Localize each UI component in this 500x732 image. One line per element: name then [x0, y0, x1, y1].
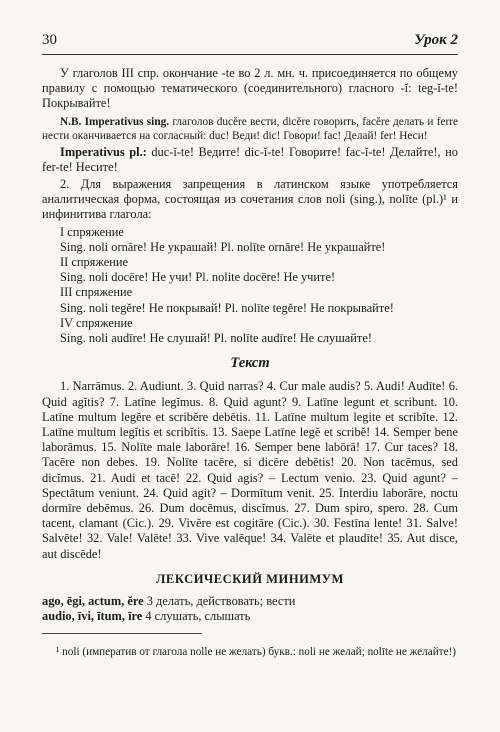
conjugation-title: IV спряжение	[60, 315, 133, 330]
exercise-text: 1. Narrāmus. 2. Audiunt. 3. Quid narras? 4. Cur male audis? 5. Audi! Audīte! 6. Quid agĭtis? 7. Latīne legĭmus. 8. Quid agunt? 9. Latīne legunt et scribunt. 10. Latīne multum legĕre et scribĕre debētis. 11. Latīne multum legite et scribĭte. 12. Latīne multum legĭtis et scribĭtis. 13. Saepe Latīne legĕ et scribĕ! 14. Semper bene laborāmus. 15. Nolīte male laborāre! 16. Semper bene labōrā! 17. Cur taces? 18. Tacēre non debes. 19. Nolīte tacēre, si dicēre debētis! 20. Non tacēmus, sed dicĭmus. 21. Audi et tacē! 22. Quid agis? – Lectum venio. 23. Quid agunt? – Spectātum veniunt. 24. Quid agit? – Dormītum venit. 25. Interdiu laborāre, noctu dormīre debēmus. 26. Dum docēmus, discĭmus. 27. Dum spiro, spero. 28. Cum tacent, clamant (Cic.). 29. Vivĕre est cogitāre (Cic.). 30. Festīna lente! 31. Salve! Salvēte! 32. Vale! Valēte! 33. Vive valēque! 34. Valēte et plaudīte! 35. Aut disce, aut discēde!	[42, 379, 458, 561]
conjugation-example: Sing. noli ornāre! Не украшай! Pl. nolīte ornāre! Не украшайте!	[60, 239, 386, 254]
conjugation-title: I спряжение	[60, 224, 124, 239]
page-content	[42, 66, 458, 670]
vocab-word: audio, īvi, ītum, īre	[42, 609, 143, 624]
vocab-gloss: 3 делать, действовать; вести	[146, 594, 296, 609]
nota-bene-label: N.B. Imperativus sing.	[60, 115, 170, 128]
vocabulary-list	[42, 594, 458, 624]
conjugation-example: Sing. noli audīre! Не слушай! Pl. nolīte audīre! Не слушайте!	[60, 331, 372, 346]
nota-bene-note	[42, 115, 458, 143]
conjugation-title: II спряжение	[60, 255, 129, 270]
footnote-rule	[42, 633, 202, 634]
vocab-gloss: 4 слушать, слышать	[145, 609, 251, 624]
page-number: 30	[42, 32, 57, 48]
imperative-plural-text: duc-ĭ-te! Ведите! dic-ĭ-te! Говорите! fac-ĭ-te! Делайте!, но fer-te! Несите!	[42, 144, 458, 174]
vocab-word: ago, ēgi, actum, ĕre	[42, 594, 144, 609]
paragraph-prohibition: 2. Для выражения запрещения в латинском языке употребляется аналитическая форма, состоящая из сочетания слов noli (sing.), nolīte (pl.)¹ и инфинитива глагола:	[42, 177, 458, 222]
vocab-entry	[42, 594, 458, 609]
conjugation-example: Sing. noli tegĕre! Не покрывай! Pl. nolīte tegĕre! Не покрывайте!	[60, 300, 394, 315]
nota-bene-text: глаголов ducĕre вести, dicĕre говорить, facĕre делать и ferre нести оканчивается на согласный: duc! Веди! dic! Говори! fac! Делай! fer! Неси!	[42, 115, 459, 142]
conjugation-example: Sing. noli docēre! Не учи! Pl. nolite docēre! Не учите!	[60, 270, 336, 285]
page-header	[42, 32, 458, 49]
imperative-plural-note	[42, 145, 458, 175]
vocab-entry	[42, 609, 458, 624]
lexical-minimum-heading: ЛЕКСИЧЕСКИЙ МИНИМУМ	[156, 571, 344, 586]
paragraph-conjugation-rule: У глаголов III спр. окончание -te во 2 л. мн. ч. присоединяется по общему правилу с помощью тематического (соединительного) гласного -ĭ: teg-ĭ-te! Покрывайте!	[42, 66, 458, 111]
conjugation-examples	[42, 225, 458, 347]
imperative-plural-label: Imperativus pl.:	[60, 144, 147, 159]
conjugation-title: III спряжение	[60, 285, 133, 300]
text-section-heading: Текст	[230, 355, 270, 372]
lesson-title: Урок 2	[414, 32, 458, 48]
header-rule	[42, 54, 458, 55]
footnote: ¹ noli (императив от глагола nolle не желать) букв.: noli не желай; nolīte не желайте!)	[56, 645, 456, 658]
